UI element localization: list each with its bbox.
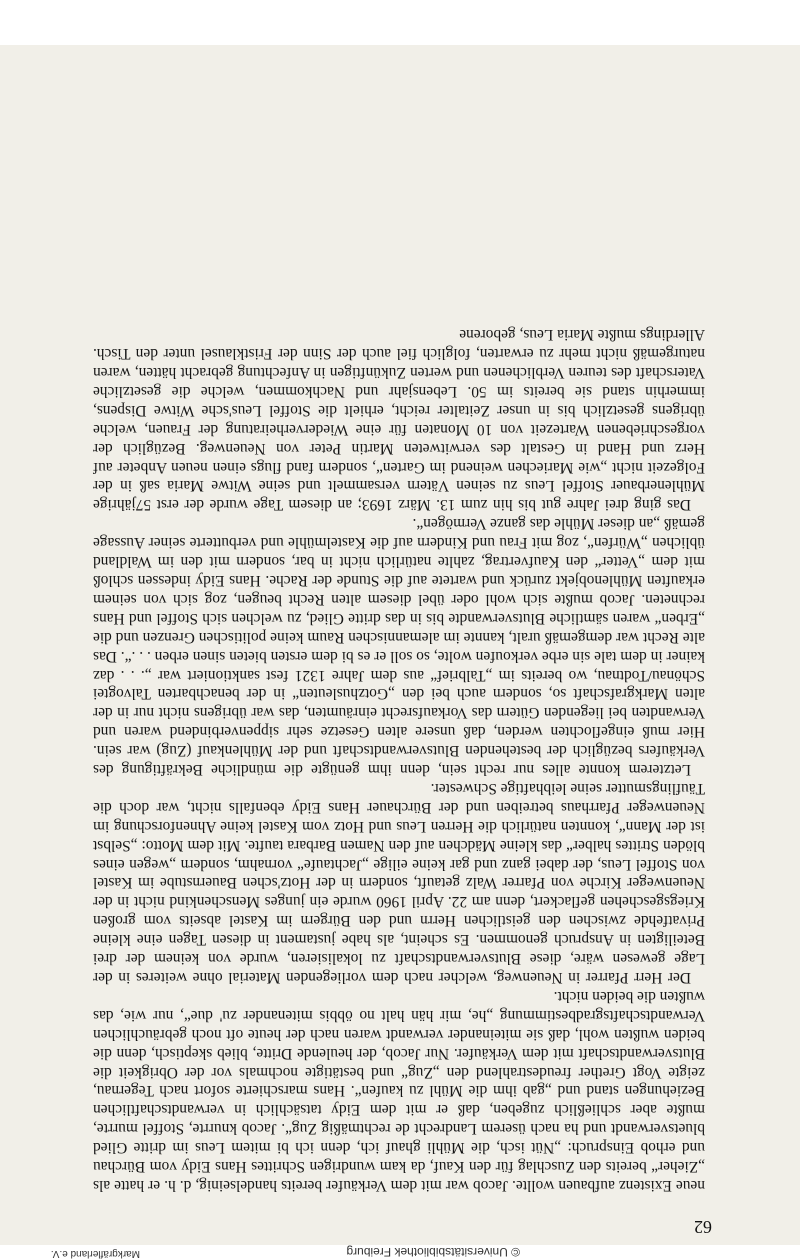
footer-institution-credit: © Universitätsbibliothek Freiburg (346, 1245, 520, 1259)
paragraph: Das ging drei Jahre gut bis hin zum 13. März 1693; an diesem Tage wurde der erst 57jährige Mühlenerbauer Stoffel Leus zu seinen Vätern versammelt und seine Witwe Maria saß in der Folgezeit nicht „wie Mariechen weinend im Garten“, sondern fand flugs einen neuen Anbeter auf Herz und Hand in Gestalt des verwitweten Martin Peter von Neuenweg. Bezüglich der vorgeschriebenen Wartezeit von 10 Monaten für eine Wiederverheiratung der Frauen, welche übrigens gesetzlich bis in unser Zeitalter reicht, erhielt die Stoffel Leus'sche Witwe Dispens, immerhin stand sie bereits im 50. Lebensjahr und Nachkommen, welche die gesetzliche Vaterschaft des teuren Verblichenen und werten Zukünftigen in Anfechtung gebracht hätten, waren naturgemäß nicht mehr zu erwarten, folglich fiel auch der Sinn der Fristklausel unter den Tisch. Allerdings mußte Maria Leus, geborene (93, 326, 705, 514)
paragraph: neue Existenz aufbauen wollte. Jacob war mit dem Verkäufer bereits handelseinig, d. h. er hatte als „Zieher“ bereits den Zuschlag für den Kauf, da kam wundrigen Schrittes Hans Eidy vom Bürchau und erhob Einspruch: „Nüt isch, die Mühli ghauf ich, denn ich bi mitem Leus im dritte Glied bluetsverwandt und ha nach üserem Landrecht de rechtmäßig Zug“. Jacob knurrte, Stoffel murrte, mußte aber schließlich zugeben, daß er mit dem Eidy tatsächlich in verwandtschaftlichen Beziehungen stand und „gab ihm die Mühl zu kaufen“. Hans marschierte sofort nach Tegernau, zeigte Vogt Grether freudestrahlend den „Zug“ und bestätigte nochmals vor der Obrigkeit die Blutsverwandtschaft mit dem Verkäufer. Nur Jacob, der heulende Dritte, blieb skeptisch, denn die beiden wußten wohl, daß sie miteinander verwandt waren nach der heute oft noch gebräuchlichen Verwandtschaftsgradbestimmung „he, mir hän halt no öbbis mitenander zu' due“, nur wie, das wußten die beiden nicht. (93, 987, 705, 1194)
paragraph: Der Herr Pfarrer in Neuenweg, welcher nach dem vorliegenden Material ohne weiteres in der Lage gewesen wäre, diese Blutsverwandtschaft zu lokalisieren, wurde von keinem der drei Beteiligten in Anspruch genommen. Es scheint, als habe justament in diesen Tagen eine kleine Privatfehde zwischen den geistlichen Herrn und den Bürgern im Kastel abseits vom großen Kriegsgeschehen geflackert, denn am 22. April 1960 wurde ein junges Menschenkind nicht in der Neuenweger Kirche von Pfarrer Walz getauft, sondern in der Hotz'schen Bauernstube im Kastel von Stoffel Leus, der dabei ganz und gar keine eilige „Jachtaufe“ vornahm, sondern „wegen eines blöden Strittes halber“ das kleine Mädchen auf den Namen Barbara taufte. Mit dem Motto: „Selbst ist der Mann“, konnten natürlich die Herren Leus und Hotz vom Kastel keine Ahnenforschung im Neuenweger Pfarrhaus betreiben und der Bürchauer Hans Eidy ebenfalls nicht, war doch die Täuflingsmutter seine leibhaftige Schwester. (93, 779, 705, 987)
viewer-header (0, 0, 800, 45)
page-body-text (93, 58, 705, 1194)
viewer-footer (0, 1245, 800, 1259)
paragraph: Letzterem konnte alles nur recht sein, denn ihm genügte die mündliche Bekräftigung des Verkäufers bezüglich der bestehenden Blutsverwandtschaft und der Mühlenkauf (Zug) war sein. Hier muß eingeflochten werden, daß unsere alten Gesetze sehr sippenverbindend waren und Verwandten bei liegenden Gütern das Vorkaufsrecht einräumten, das war übrigens nicht nur in der alten Markgrafschaft so, sondern auch bei den „Gotzhusleuten“ in der benachbarten Talvogtei Schönau/Todtnau, wo bereits im „Talbrief“ aus dem Jahre 1321 fest sanktioniert war „. . . daz kainer in dem tale sin erbe verkoufen wolte, so soll er es bi dem ersten bieten sinen erben . . .“. Das alte Recht war demgemäß uralt, kannte im alemannischen Raum keine politischen Grenzen und die „Erben“ waren sämtliche Blutsverwandte bis in das dritte Glied, zu welchen sich Stoffel und Hans rechneten. Jacob mußte sich wohl oder übel diesem alten Recht beugen, zog sich von seinem erkauften Mühlenobjekt zurück und wartete auf die Stunde der Rache. Hans Eidy indessen schloß mit dem „Vetter“ den Kaufvertrag, zahlte natürlich nicht in bar, sondern mit den im Waldland üblichen „Würfen“, zog mit Frau und Kindern auf die Kastelmühle und verbutterte seiner Aussage gemäß „an dieser Mühle das ganze Vermögen“. (93, 515, 705, 779)
page-number: 62 (694, 1217, 712, 1237)
footer-society-name: Markgräflerland e.V. (50, 1248, 140, 1259)
